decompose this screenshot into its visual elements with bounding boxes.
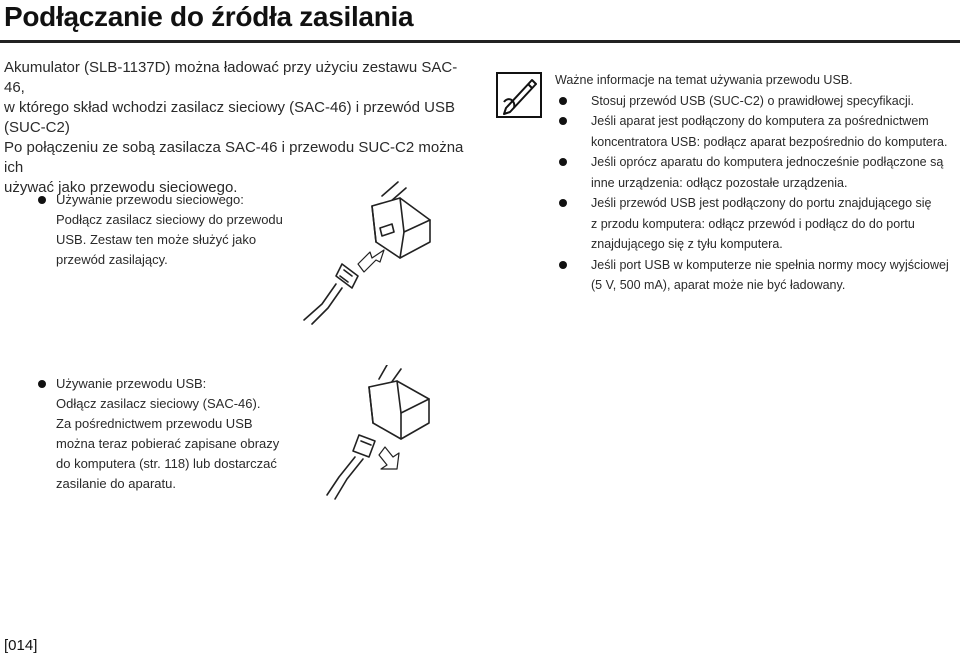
intro-line: w którego skład wchodzi zasilacz sieciowy (SAC-46) i przewód USB bbox=[4, 99, 455, 116]
note-line: z przodu komputera: odłącz przewód i podłącz do do portu bbox=[591, 216, 915, 231]
title-divider bbox=[0, 40, 960, 43]
usb-cable-instructions bbox=[38, 374, 318, 494]
note-line: znajdującego się z tyłu komputera. bbox=[591, 237, 783, 251]
note-item bbox=[557, 255, 955, 296]
power-cord-instructions bbox=[38, 190, 308, 270]
bullet-icon bbox=[559, 97, 567, 105]
usb-cable-line: można teraz pobierać zapisane obrazy bbox=[56, 436, 280, 451]
pencil-note-icon bbox=[496, 72, 542, 118]
usb-notes bbox=[555, 70, 955, 296]
note-line: (5 V, 500 mA), aparat może nie być ładowany. bbox=[591, 278, 846, 292]
usb-cable-line: zasilanie do aparatu. bbox=[56, 476, 176, 491]
notes-heading: Ważne informacje na temat używania przewodu USB. bbox=[555, 73, 853, 87]
ac-adapter-connect-illustration bbox=[300, 180, 440, 325]
intro-line: (SUC-C2) bbox=[4, 119, 70, 136]
usb-cable-line: Za pośrednictwem przewodu USB bbox=[56, 416, 253, 431]
page-number: [014] bbox=[4, 637, 38, 654]
usb-cable-line: do komputera (str. 118) lub dostarczać bbox=[56, 456, 277, 471]
note-line: Jeśli przewód USB jest podłączony do portu znajdującego się bbox=[591, 196, 932, 210]
notes-list bbox=[555, 91, 955, 296]
power-cord-line: USB. Zestaw ten może służyć jako bbox=[56, 232, 257, 247]
bullet-icon bbox=[559, 117, 567, 125]
usb-cable-line: Odłącz zasilacz sieciowy (SAC-46). bbox=[56, 396, 261, 411]
note-line: koncentratora USB: podłącz aparat bezpośrednio do komputera. bbox=[591, 134, 948, 149]
ac-adapter-disconnect-illustration bbox=[325, 365, 445, 505]
note-item bbox=[557, 193, 955, 255]
note-item bbox=[557, 152, 955, 193]
bullet-icon bbox=[559, 261, 567, 269]
power-cord-line: przewód zasilający. bbox=[56, 252, 168, 267]
intro-line: Po połączeniu ze sobą zasilacza SAC-46 i przewodu SUC-C2 można ich bbox=[4, 139, 464, 176]
bullet-icon bbox=[559, 158, 567, 166]
note-item bbox=[557, 111, 955, 152]
page-title: Podłączanie do źródła zasilania bbox=[4, 1, 414, 32]
power-cord-heading: Używanie przewodu sieciowego: bbox=[56, 192, 244, 207]
note-line: Stosuj przewód USB (SUC-C2) o prawidłowej specyfikacji. bbox=[591, 93, 915, 108]
note-line: Jeśli aparat jest podłączony do komputera za pośrednictwem bbox=[591, 114, 929, 128]
bullet-icon bbox=[559, 199, 567, 207]
intro-paragraph bbox=[4, 58, 474, 198]
intro-line: Akumulator (SLB-1137D) można ładować przy użyciu zestawu SAC-46, bbox=[4, 59, 458, 96]
note-line: Jeśli port USB w komputerze nie spełnia normy mocy wyjściowej bbox=[591, 257, 949, 272]
bullet-icon bbox=[38, 196, 46, 204]
note-line: inne urządzenia: odłącz pozostałe urządzenia. bbox=[591, 175, 848, 190]
usb-cable-heading: Używanie przewodu USB: bbox=[56, 376, 207, 391]
intro-line: używać jako przewodu sieciowego. bbox=[4, 179, 238, 196]
note-item bbox=[557, 91, 955, 112]
power-cord-line: Podłącz zasilacz sieciowy do przewodu bbox=[56, 212, 283, 227]
bullet-icon bbox=[38, 380, 46, 388]
note-line: Jeśli oprócz aparatu do komputera jednocześnie podłączone są bbox=[591, 155, 944, 169]
